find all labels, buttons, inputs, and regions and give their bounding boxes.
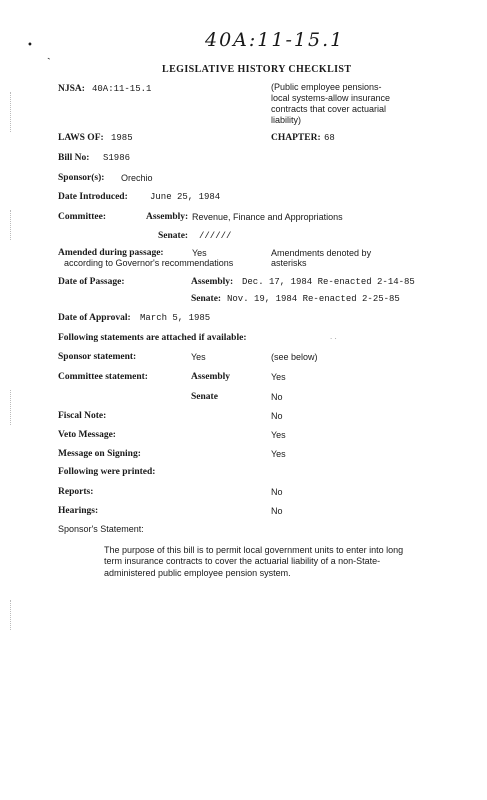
following-attached-heading: Following statements are attached if available:: [58, 333, 247, 343]
date-introduced-value: June 25, 1984: [150, 192, 221, 202]
amended-note: Amendments denoted by: [271, 248, 372, 258]
bill-no-value: S1986: [103, 153, 131, 163]
sponsor-statement-label: Sponsor statement:: [58, 352, 137, 362]
margin-mark: [10, 210, 12, 240]
passage-senate-value: Nov. 19, 1984 Re-enacted 2-25-85: [227, 294, 400, 304]
laws-of-label: LAWS OF:: [58, 133, 104, 143]
committee-senate-value: //////: [199, 231, 232, 241]
stray-mark: ‐: [44, 53, 53, 65]
margin-mark: [10, 390, 12, 425]
amended-line2: according to Governor's recommendations: [64, 258, 234, 268]
message-on-signing-label: Message on Signing:: [58, 449, 141, 459]
following-printed-heading: Following were printed:: [58, 467, 156, 477]
committee-statement-senate-value: No: [271, 392, 283, 402]
committee-statement-label: Committee statement:: [58, 372, 148, 382]
message-on-signing-value: Yes: [271, 449, 286, 459]
veto-message-label: Veto Message:: [58, 430, 116, 440]
margin-mark: [10, 92, 12, 132]
chapter-value: 68: [324, 133, 335, 143]
passage-senate-label: Senate:: [191, 294, 222, 304]
subject-line: (Public employee pensions-: [271, 82, 382, 92]
passage-assembly-label: Assembly:: [191, 277, 234, 287]
sponsors-label: Sponsor(s):: [58, 173, 105, 183]
veto-message-value: Yes: [271, 430, 286, 440]
committee-statement-assembly-label: Assembly: [191, 372, 231, 382]
sponsors-value: Orechio: [121, 173, 153, 183]
subject-line: local systems-allow insurance: [271, 93, 391, 103]
committee-label: Committee:: [58, 212, 107, 222]
date-of-passage-label: Date of Passage:: [58, 277, 125, 287]
reports-label: Reports:: [58, 487, 94, 497]
committee-assembly-value: Revenue, Finance and Appropriations: [192, 212, 343, 222]
committee-statement-senate-label: Senate: [191, 392, 218, 402]
speck-mark: · ·: [330, 335, 337, 343]
margin-mark: [10, 600, 12, 630]
sponsor-statement-note: (see below): [271, 352, 318, 362]
date-introduced-label: Date Introduced:: [58, 192, 128, 202]
reports-value: No: [271, 487, 283, 497]
fiscal-note-label: Fiscal Note:: [58, 411, 107, 421]
amended-label: Amended during passage:: [58, 248, 164, 258]
subject-line: contracts that cover actuarial: [271, 104, 387, 114]
hearings-label: Hearings:: [58, 506, 99, 516]
hearings-value: No: [271, 506, 283, 516]
chapter-label: CHAPTER:: [271, 133, 321, 143]
passage-assembly-value: Dec. 17, 1984 Re-enacted 2-14-85: [242, 277, 415, 287]
sponsor-statement-value: Yes: [191, 352, 206, 362]
page-title: LEGISLATIVE HISTORY CHECKLIST: [162, 64, 352, 75]
njsa-value: 40A:11-15.1: [92, 84, 152, 94]
njsa-label: NJSA:: [58, 84, 85, 94]
amended-value: Yes: [192, 248, 207, 258]
sponsors-statement-heading: Sponsor's Statement:: [58, 524, 144, 534]
fiscal-note-value: No: [271, 411, 283, 421]
stray-mark: •: [27, 40, 33, 51]
committee-assembly-label: Assembly:: [146, 212, 189, 222]
subject-line: liability): [271, 115, 302, 125]
bill-no-label: Bill No:: [58, 153, 90, 163]
statement-paragraph: The purpose of this bill is to permit local government units to enter into long term insurance contracts to cover the actuarial liability of a non-State-administered public employee pension system.: [104, 545, 404, 578]
committee-senate-label: Senate:: [158, 231, 189, 241]
handwritten-citation: 40A:11-15.1: [205, 29, 345, 51]
date-of-approval-label: Date of Approval:: [58, 313, 131, 323]
amended-note2: asterisks: [271, 258, 307, 268]
committee-statement-assembly-value: Yes: [271, 372, 286, 382]
date-of-approval-value: March 5, 1985: [140, 313, 211, 323]
laws-of-value: 1985: [111, 133, 133, 143]
